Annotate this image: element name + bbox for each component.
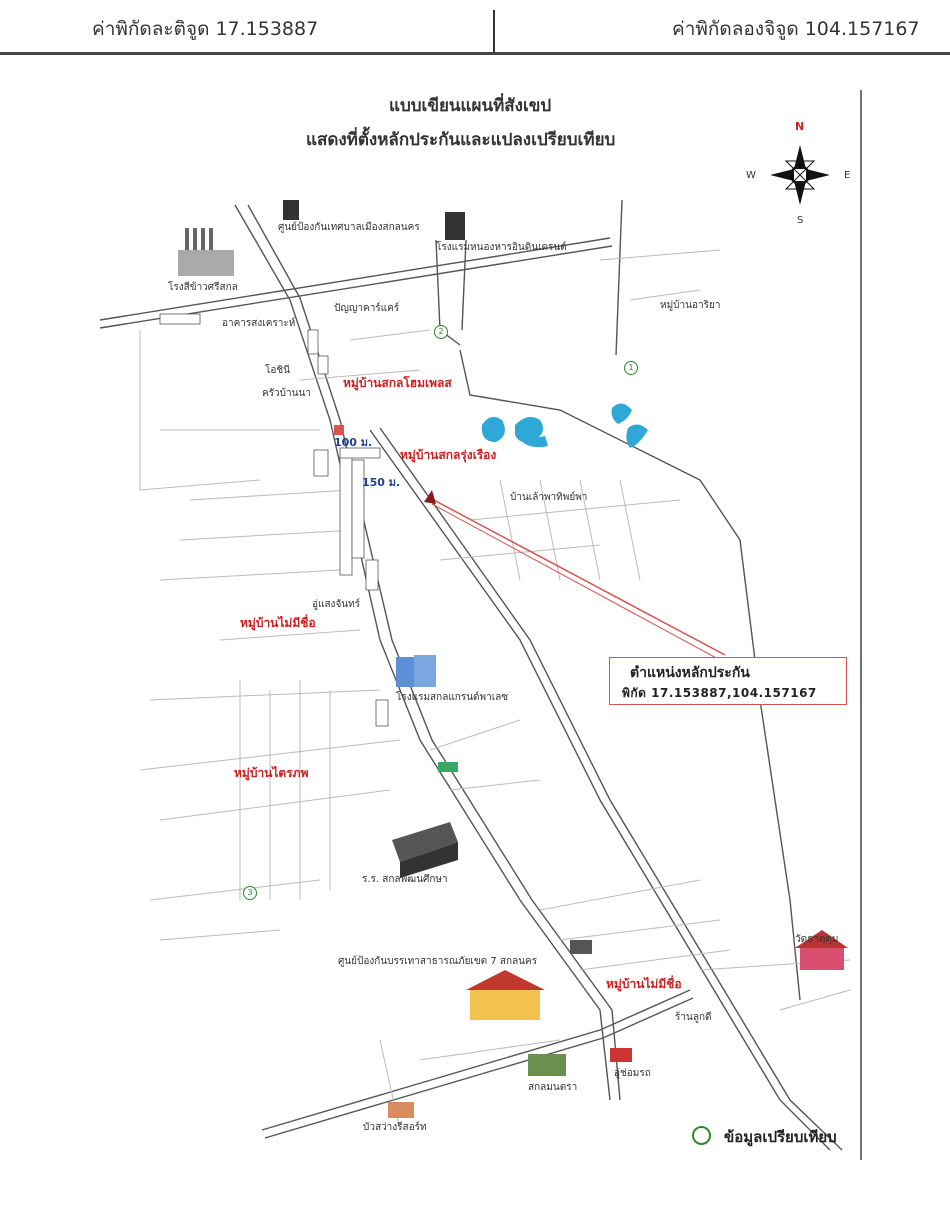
comparison-marker-2: 2 [434, 325, 448, 339]
disaster-center-label: ศูนย์ป้องกันบรรเทาสาธารณภัยเขต 7 สกลนคร [338, 956, 538, 967]
school-icon [392, 822, 458, 878]
osini-label: โอชินี [265, 365, 290, 376]
grand-hotel-label: โรงแรมสกลแกรนด์พาเลซ [396, 692, 509, 703]
village-no-name-2: หมู่บ้านไม่มีชื่อ [606, 977, 682, 991]
fire-center-icon [283, 200, 299, 220]
rice-mill-icon [178, 228, 234, 276]
motor-label: อู่ช่อมรถ [614, 1068, 651, 1079]
longitude-label: ค่าพิกัดลองจิจูด 104.157167 [672, 18, 920, 40]
comparison-marker-3: 3 [243, 886, 257, 900]
latitude-label: ค่าพิกัดละติจูด 17.153887 [92, 18, 319, 40]
collateral-coords: พิกัด 17.153887,104.157167 [622, 686, 817, 700]
disaster-center-icon [466, 970, 545, 1020]
ban-lao-label: บ้านเล้าพาทิพย์พา [510, 492, 588, 503]
fire-center-label: ศูนย์ป้องกันเทศบาลเมืองสกลนคร [278, 222, 420, 233]
distance-150: 150 ม. [362, 476, 401, 489]
grand-hotel-icon [396, 655, 436, 687]
legend-circle-icon [692, 1126, 711, 1145]
legend-comparison-label: ข้อมูลเปรียบเทียบ [724, 1128, 837, 1146]
resort-label: บัวสว่างรีสอร์ท [363, 1122, 427, 1133]
distance-100: 100 ม. [334, 436, 373, 449]
map-subtitle: แสดงที่ตั้งหลักประกันและแปลงเปรียบเทียบ [306, 130, 616, 150]
building-label: อาคารสงเคราะห์ [222, 318, 296, 329]
temple-label: วัดธาตุดุม [795, 934, 839, 945]
village-no-name-1: หมู่บ้านไม่มีชื่อ [240, 616, 316, 630]
motor-icon [610, 1048, 632, 1062]
sign-icon [438, 762, 458, 772]
rice-mill-label: โรงสีข้าวศรีสกล [168, 282, 238, 293]
village-ariya: หมู่บ้านอาริยา [660, 300, 721, 311]
compass-south: S [797, 215, 804, 226]
hotel-top-icon [445, 212, 465, 240]
compass-east: E [844, 170, 851, 181]
school-label: ร.ร. สกลพัฒนศึกษา [362, 874, 448, 885]
sakon-mon-label: สกลมนตรา [528, 1082, 578, 1093]
village-sakon-rung: หมู่บ้านสกลรุ่งเรือง [400, 448, 497, 462]
resort-icon [388, 1102, 414, 1118]
map-title: แบบเขียนแผนที่สังเขป [389, 96, 552, 116]
compass-icon [770, 145, 830, 205]
collateral-title: ตำแหน่งหลักประกัน [630, 665, 750, 681]
hotel-top-label: โรงแรมหนองหารอินดินเดรนด์ [436, 242, 567, 253]
comparison-marker-1: 1 [624, 361, 638, 375]
shop-label: ร้านลูกดี [675, 1012, 712, 1023]
gas-station-icon [570, 940, 592, 954]
krua-label: ครัวบ้านนา [262, 388, 311, 399]
village-sakon-home: หมู่บ้านสกลโฮมเพลส [343, 376, 452, 390]
u-saeng-label: อู่แสงจันทร์ [312, 599, 361, 610]
sakon-mon-icon [528, 1054, 566, 1076]
village-sai-ram: หมู่บ้านไตรภพ [234, 766, 309, 780]
compass-north: N [795, 120, 805, 133]
compass-west: W [746, 170, 756, 181]
collateral-location-box [609, 657, 847, 705]
pinya-label: ปัญญาคาร์แคร์ [334, 303, 400, 314]
